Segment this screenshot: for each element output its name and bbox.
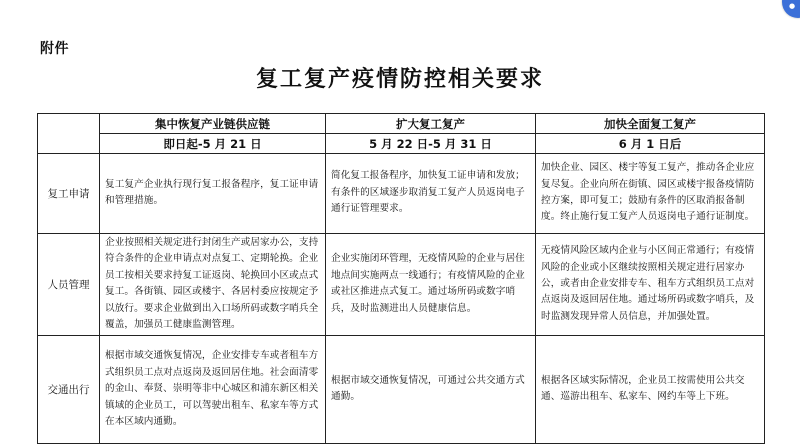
- table-row: [38, 234, 765, 336]
- column-period: 即日起-5 月 21 日: [100, 134, 326, 154]
- table-cell: 根据市域交通恢复情况，可通过公共交通方式通勤。: [326, 336, 536, 444]
- policy-table: [37, 113, 765, 444]
- table-period-row: [38, 134, 765, 154]
- table-header-row: [38, 114, 765, 134]
- column-period: 5 月 22 日-5 月 31 日: [326, 134, 536, 154]
- row-label: 交通出行: [38, 336, 100, 444]
- table-row: [38, 336, 765, 444]
- table-cell: 简化复工报备程序，加快复工证申请和发放；有条件的区域逐步取消复工复产人员返岗电子通行证管理要求。: [326, 154, 536, 234]
- table-cell: 企业按照相关规定进行封闭生产或居家办公，支持符合条件的企业申请点对点复工、定期轮换。企业员工按相关要求持复工证返岗、轮换回小区或点式复工。各街镇、园区或楼宇、各居村委应按规定予以放行。要求企业做到出入口场所码或数字哨兵全覆盖，加强员工健康监测管理。: [100, 234, 326, 336]
- row-label: 人员管理: [38, 234, 100, 336]
- table-row: [38, 154, 765, 234]
- column-heading: 集中恢复产业链供应链: [100, 114, 326, 134]
- table-cell: 根据各区域实际情况，企业员工按需使用公共交通、巡游出租车、私家车、网约车等上下班。: [536, 336, 765, 444]
- column-period: 6 月 1 日后: [536, 134, 765, 154]
- table-cell: 企业实施闭环管理，无疫情风险的企业与居住地点间实施两点一线通行；有疫情风险的企业或社区推进点式复工。通过场所码或数字哨兵，及时监测进出人员健康信息。: [326, 234, 536, 336]
- document-title: 复工复产疫情防控相关要求: [255, 66, 544, 92]
- row-label: 复工申请: [38, 154, 100, 234]
- table-cell: 复工复产企业执行现行复工报备程序，复工证申请和管理措施。: [100, 154, 326, 234]
- column-heading: 扩大复工复产: [326, 114, 536, 134]
- attachment-label: 附件: [40, 41, 69, 57]
- table-cell: 无疫情风险区域内企业与小区间正常通行；有疫情风险的企业或小区继续按照相关规定进行居家办公，或者由企业安排专车、租车方式组织员工点对点返岗及返回居住地。通过场所码或数字哨兵，及时监测发现异常人员信息，并加强处置。: [536, 234, 765, 336]
- corner-cell: [38, 114, 100, 154]
- column-heading: 加快全面复工复产: [536, 114, 765, 134]
- table-cell: 加快企业、园区、楼宇等复工复产，推动各企业应复尽复。企业向所在街镇、园区或楼宇报备疫情防控方案，即可复工；鼓励有条件的区取消报备制度。终止施行复工复产人员返岗电子通行证制度。: [536, 154, 765, 234]
- table-cell: 根据市域交通恢复情况，企业安排专车或者租车方式组织员工点对点返岗及返回居住地。社会面清零的金山、奉贤、崇明等非中心城区和浦东新区相关镇域的企业员工，可以驾驶出租车、私家车等方式在本区域内通勤。: [100, 336, 326, 444]
- corner-badge[interactable]: ●: [782, 0, 800, 18]
